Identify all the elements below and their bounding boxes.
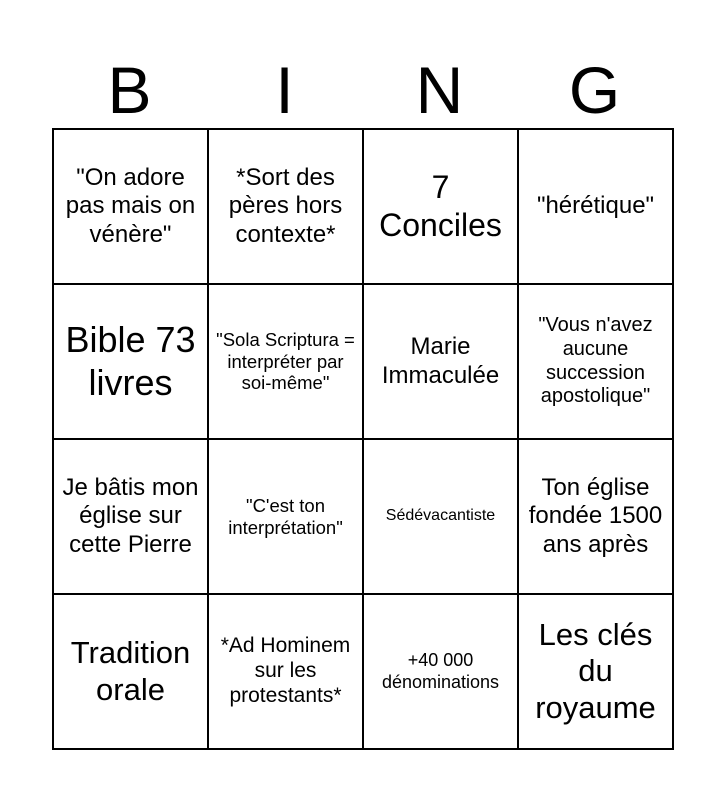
board-row	[53, 594, 673, 749]
bingo-cell[interactable]: Tradition orale	[53, 594, 208, 749]
bingo-cell[interactable]: *Ad Hominem sur les protestants*	[208, 594, 363, 749]
bingo-cell[interactable]: 7 Conciles	[363, 129, 518, 284]
bingo-cell[interactable]: *Sort des pères hors contexte*	[208, 129, 363, 284]
board-row	[53, 129, 673, 284]
bingo-cell[interactable]: "C'est ton interprétation"	[208, 439, 363, 594]
bingo-cell[interactable]: Ton église fondée 1500 ans après	[518, 439, 673, 594]
bingo-cell[interactable]: Marie Immaculée	[363, 284, 518, 439]
bingo-header	[52, 52, 672, 128]
board-row	[53, 284, 673, 439]
bingo-cell[interactable]: Les clés du royaume	[518, 594, 673, 749]
bingo-board	[52, 128, 674, 750]
header-letter-g: G	[568, 53, 621, 127]
header-letter-b: B	[107, 53, 152, 127]
bingo-cell[interactable]: "Vous n'avez aucune succession apostolique"	[518, 284, 673, 439]
bingo-cell[interactable]: Bible 73 livres	[53, 284, 208, 439]
header-letter-n: N	[415, 53, 464, 127]
board-row	[53, 439, 673, 594]
bingo-cell[interactable]: Sédévacantiste	[363, 439, 518, 594]
bingo-cell[interactable]: "Sola Scriptura = interpréter par soi-même"	[208, 284, 363, 439]
header-letter-i: I	[275, 53, 294, 127]
bingo-cell[interactable]: Je bâtis mon église sur cette Pierre	[53, 439, 208, 594]
bingo-cell[interactable]: "hérétique"	[518, 129, 673, 284]
bingo-cell[interactable]: "On adore pas mais on vénère"	[53, 129, 208, 284]
bingo-cell[interactable]: +40 000 dénominations	[363, 594, 518, 749]
